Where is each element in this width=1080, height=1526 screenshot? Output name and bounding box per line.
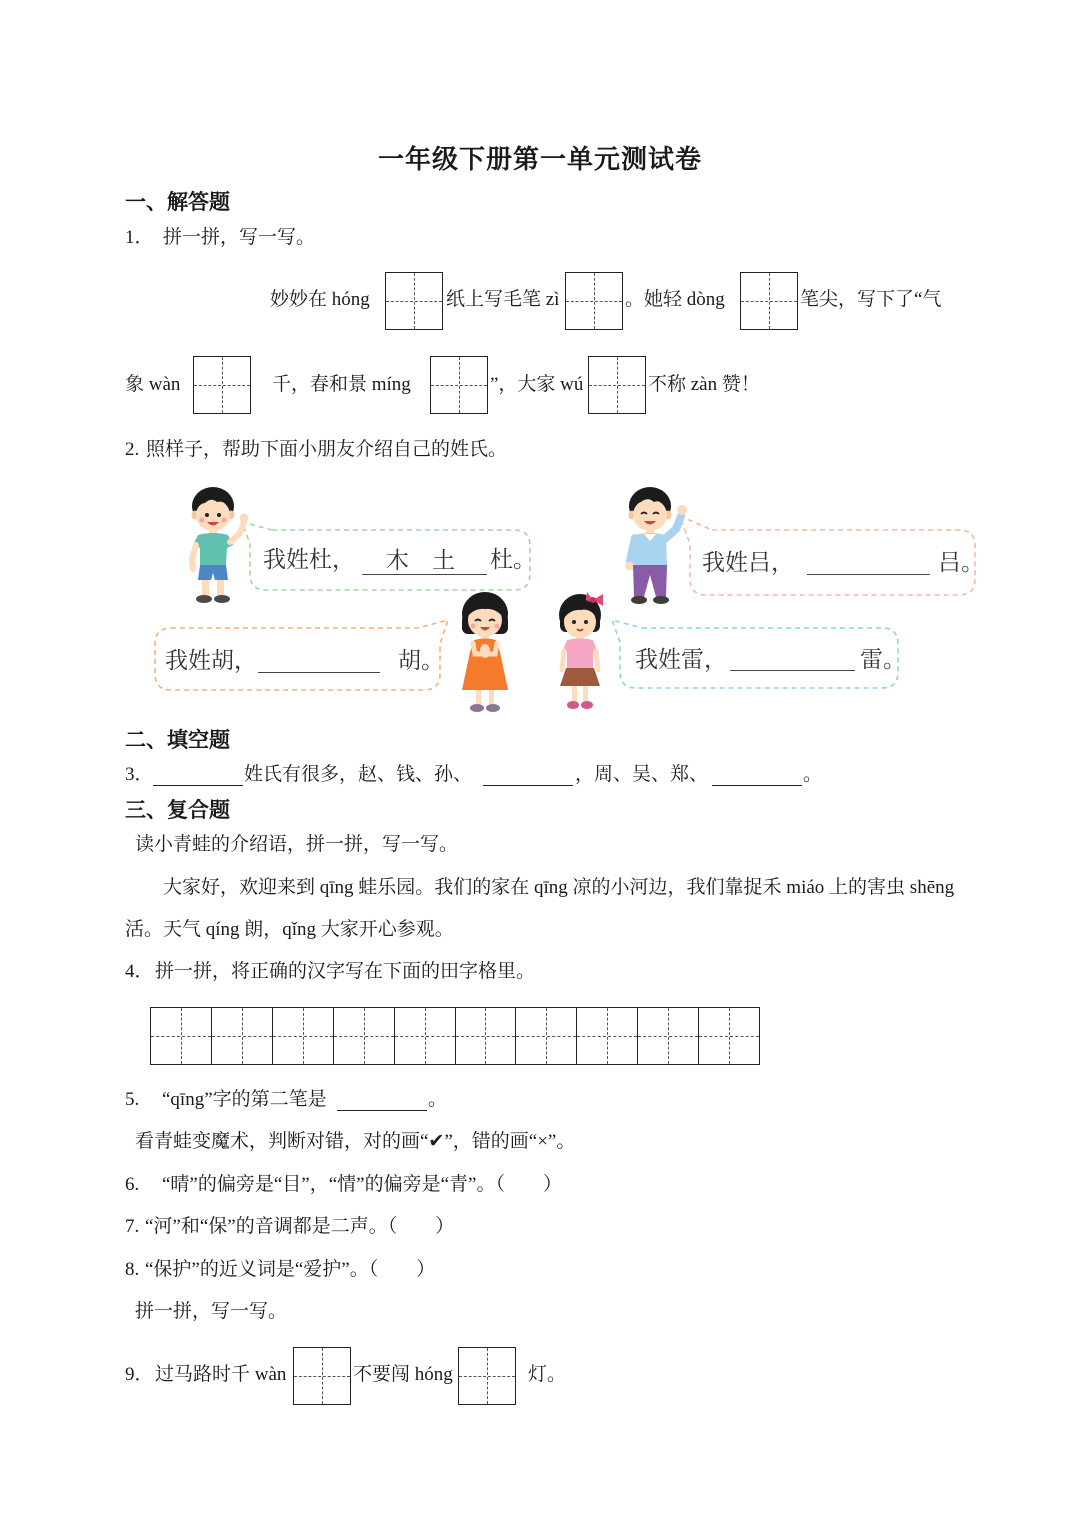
character-write-box[interactable] [430,356,488,414]
shirt [193,533,233,565]
tianzige-cell[interactable] [395,1008,456,1064]
leg [572,686,577,703]
leg [489,690,494,706]
shoe [196,595,212,603]
sentence-segment: 纸上写毛笔 zì [446,289,560,310]
hands [480,644,490,658]
question-prompt: 拼一拼，写一写。 [163,227,316,248]
tianzige-cell[interactable] [699,1008,759,1064]
leg [202,580,209,597]
answer-blank[interactable] [153,763,243,786]
shoe [567,701,579,709]
hand [240,514,249,523]
judge-statement: “河”和“保”的音调都是二声。（ ） [145,1216,455,1237]
girl-lei-figure [559,592,603,709]
shorts [198,565,228,580]
section-heading-fill-blank: 二、填空题 [125,728,230,752]
answer-blank[interactable] [337,1088,427,1111]
tianzige-cell[interactable] [638,1008,699,1064]
character-write-box[interactable] [588,356,646,414]
face [633,499,667,531]
answer-blank[interactable] [712,763,802,786]
shirt [563,639,597,669]
sentence-segment: 。 [803,764,823,785]
bubble-end-text: 吕。 [938,550,984,576]
cheek [200,518,205,523]
character-write-box[interactable] [385,272,443,330]
write-intro: 拼一拼，写一写。 [135,1301,288,1322]
tianzige-cell[interactable] [151,1008,212,1064]
reading-passage-line: 大家好，欢迎来到 qīng 蛙乐园。我们的家在 qīng 凉的小河边，我们靠捉禾 miáo 上的害虫 shēng [163,877,955,898]
bubble-answer-blank[interactable] [730,644,855,671]
tianzige-cell[interactable] [456,1008,517,1064]
bubble-answer-blank[interactable] [258,646,380,673]
surname-illustration [150,478,984,718]
sentence-segment: 象 wàn [125,374,181,395]
question-number: 2. [125,439,140,460]
question-number: 9． [125,1364,154,1385]
question-number: 8. [125,1259,140,1280]
hand [677,505,687,515]
bubble-answer[interactable]: 木 土 [362,548,487,575]
shoe [214,595,230,603]
shoe [486,704,500,712]
bubble-lead-text: 我姓胡， [165,648,257,674]
hair-bow [590,597,596,603]
tianzige-cell[interactable] [577,1008,638,1064]
sentence-segment: 千，春和景 míng [272,374,411,395]
arm [230,522,244,542]
boy-du-figure [192,487,249,603]
question-number: 7. [125,1216,140,1237]
question-number: 5. [125,1089,140,1110]
bubble-end-text: 杜。 [490,547,536,573]
leg [583,686,588,703]
shoe [470,704,484,712]
question-number: 1． [125,227,154,248]
bubble-answer-blank[interactable] [807,548,930,575]
reading-intro: 读小青蛙的介绍语，拼一拼，写一写。 [135,834,459,855]
eye [584,620,588,624]
bubble-end-text: 胡。 [398,648,444,674]
shoe [653,596,669,604]
eye [572,620,576,624]
sentence-segment: ，周、吴、郑、 [575,764,709,785]
eye [205,513,209,517]
arm [596,651,598,670]
page-title: 一年级下册第一单元测试卷 [377,145,702,174]
character-write-box[interactable] [293,1347,351,1405]
arm [630,538,635,561]
sentence-segment: 。她轻 dòng [625,289,725,310]
tianzige-cell[interactable] [334,1008,395,1064]
question-number: 3． [125,764,154,785]
eye [217,513,221,517]
bubble-end-text: 雷。 [860,647,906,673]
sentence-segment: 灯。 [528,1364,567,1385]
reading-passage-line: 活。天气 qíng 朗，qǐng 大家开心参观。 [125,919,454,940]
character-write-box[interactable] [458,1347,516,1405]
tianzige-cell[interactable] [516,1008,577,1064]
section-heading-composite: 三、复合题 [125,798,230,822]
cheek [495,624,500,629]
sentence-segment: 妙妙在 hóng [270,289,370,310]
question-prompt: 照样子，帮助下面小朋友介绍自己的姓氏。 [146,439,508,460]
boy-lv-figure [626,487,688,604]
bubble-lead-text: 我姓杜， [263,547,355,573]
character-write-box[interactable] [740,272,798,330]
shoe [581,701,593,709]
bubble-lead-text: 我姓吕， [702,550,794,576]
illustration-canvas [150,478,980,718]
sentence-segment: 过马路时千 wàn [155,1364,287,1385]
character-write-box[interactable] [565,272,623,330]
question-number: 4． [125,961,154,982]
sentence-segment: 不要闯 hóng [353,1364,453,1385]
tianzige-cell[interactable] [273,1008,334,1064]
sentence-segment: “qīng”字的第二笔是 [162,1089,327,1110]
sentence-segment: 不称 zàn 赞！ [648,374,760,395]
arm [665,516,681,539]
judge-statement: “保护”的近义词是“爱护”。（ ） [145,1259,436,1280]
sentence-segment: ”，大家 wú [490,374,584,395]
girl-hu-figure [462,592,508,712]
answer-blank[interactable] [483,763,573,786]
question-number: 6. [125,1174,140,1195]
sentence-segment: 笔尖，写下了“气 [800,289,942,310]
pants [633,565,667,597]
cheek [471,624,476,629]
skirt [560,668,600,686]
arm [562,651,564,670]
sentence-segment: 。 [428,1089,448,1110]
leg [217,580,224,597]
cheek [222,518,227,523]
bubble-lead-text: 我姓雷， [635,647,727,673]
tianzige-grid [150,1007,760,1065]
sentence-segment: 姓氏有很多，赵、钱、孙、 [244,764,473,785]
question-prompt: 拼一拼，将正确的汉字写在下面的田字格里。 [155,961,536,982]
shoe [631,596,647,604]
arm [192,545,196,569]
judge-statement: “晴”的偏旁是“目”，“情”的偏旁是“青”。（ ） [162,1174,562,1195]
judge-intro: 看青蛙变魔术，判断对错，对的画“✔”，错的画“×”。 [135,1131,576,1152]
character-write-box[interactable] [193,356,251,414]
leg [476,690,481,706]
section-heading-answer: 一、解答题 [125,190,230,214]
tianzige-cell[interactable] [212,1008,273,1064]
